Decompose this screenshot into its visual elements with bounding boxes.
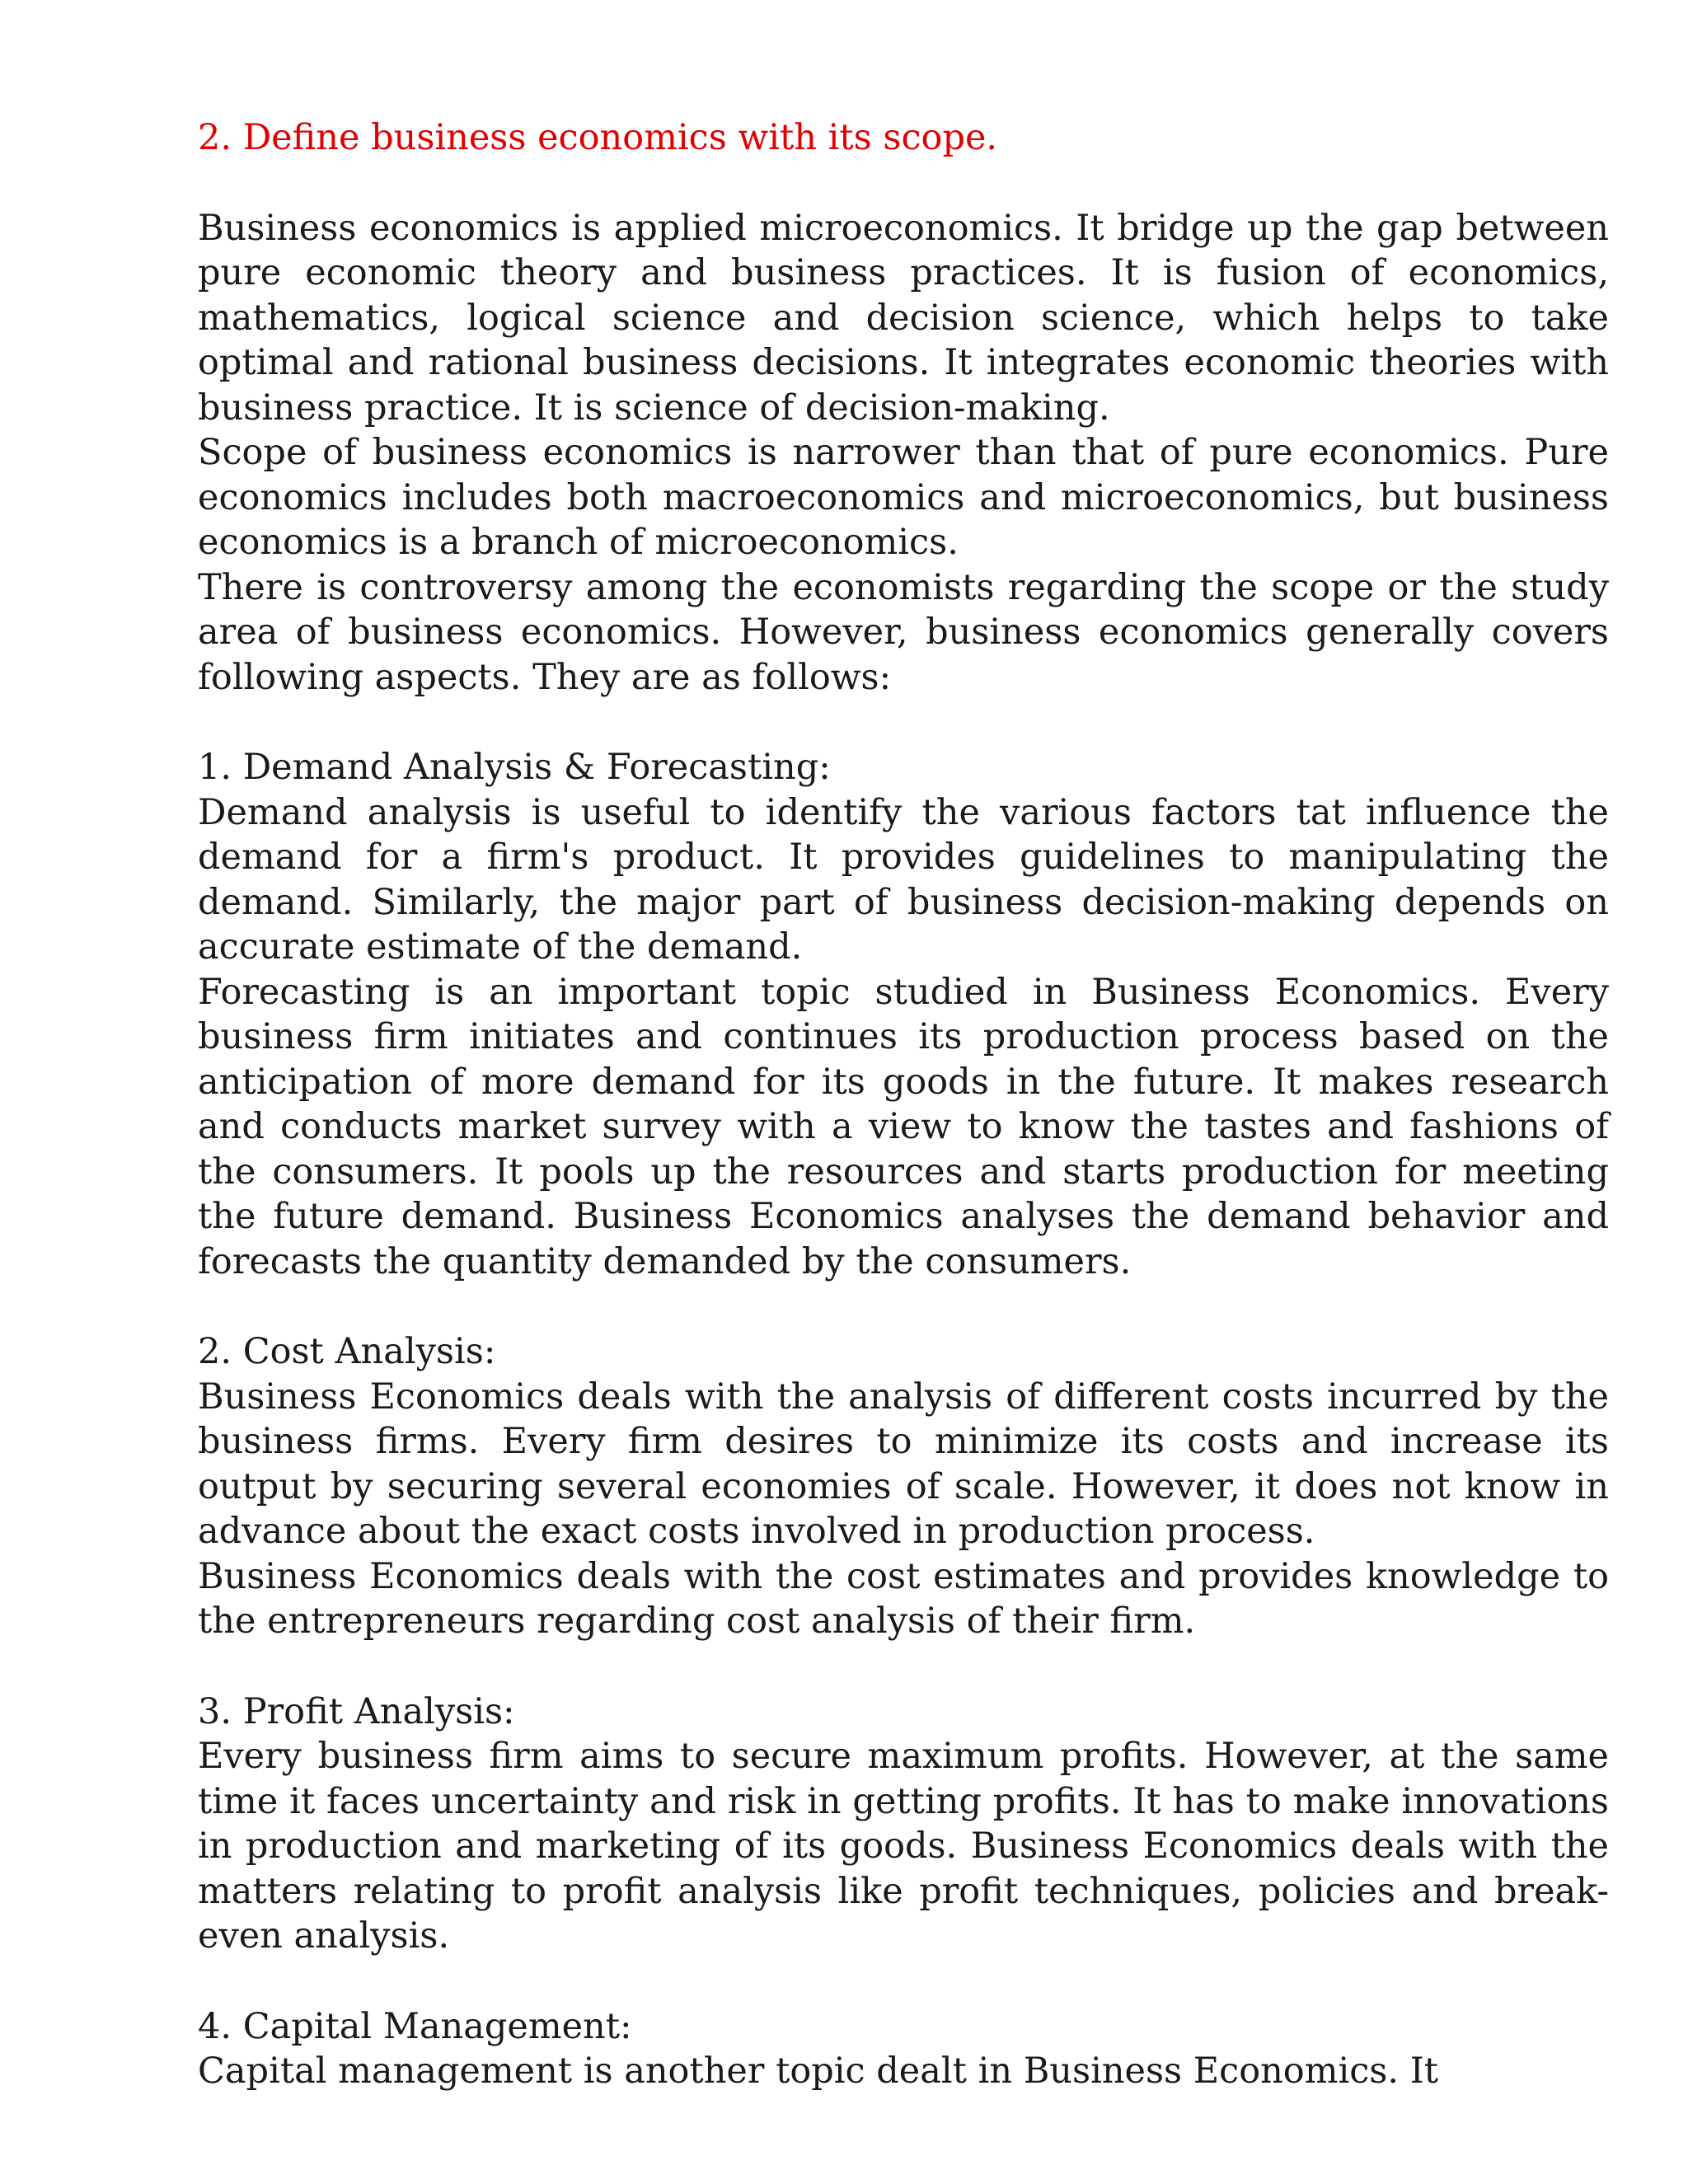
section-paragraph: Business Economics deals with the analysis of different costs incurred by the business firms. Every firm desires to minimize its costs and increase its output by securing several economies of scale. However, it does not know in advance about the exact costs involved in production process.: [198, 1376, 1609, 1552]
section-paragraph: Business Economics deals with the cost estimates and provides knowledge to the entrepreneurs regarding cost analysis of their firm.: [198, 1555, 1609, 1642]
section-title: 3. Profit Analysis:: [198, 1690, 515, 1732]
section-title: 4. Capital Management:: [198, 2005, 632, 2047]
document-page: [198, 115, 1609, 2094]
section-capital-management: [198, 2004, 1609, 2094]
section-demand-analysis: [198, 745, 1609, 1284]
intro: [198, 206, 1609, 701]
section-title: 2. Cost Analysis:: [198, 1331, 496, 1372]
section-paragraph: Forecasting is an important topic studied in Business Economics. Every business firm initiates and continues its production process based on the anticipation of more demand for its goods in the future. It makes research and conducts market survey with a view to know the tastes and fashions of the consumers. It pools up the resources and starts production for meeting the future demand. Business Economics analyses the demand behavior and forecasts the quantity demanded by the consumers.: [198, 971, 1609, 1282]
section-paragraph: Demand analysis is useful to identify the various factors tat influence the demand for a firm's product. It provides guidelines to manipulating the demand. Similarly, the major part of business decision-making depends on accurate estimate of the demand.: [198, 791, 1609, 968]
question-heading: 2. Define business economics with its scope.: [198, 117, 998, 158]
section-paragraph: Every business firm aims to secure maximum profits. However, at the same time it faces uncertainty and risk in getting profits. It has to make innovations in production and marketing of its goods. Business Economics deals with the matters relating to profit analysis like profit techniques, policies and break-even analysis.: [198, 1736, 1609, 1957]
section-paragraph: Capital management is another topic dealt in Business Economics. It: [198, 2050, 1438, 2092]
section-profit-analysis: [198, 1690, 1609, 1959]
section-title: 1. Demand Analysis & Forecasting:: [198, 747, 831, 788]
intro-paragraph: Business economics is applied microeconomics. It bridge up the gap between pure economic theory and business practices. It is fusion of economics, mathematics, logical science and decision science, which helps to take optimal and rational business decisions. It integrates economic theories with business practice. It is science of decision-making.: [198, 207, 1609, 429]
section-cost-analysis: [198, 1329, 1609, 1644]
intro-paragraph: There is controversy among the economists regarding the scope or the study area of business economics. However, business economics generally covers following aspects. They are as follows:: [198, 566, 1609, 698]
intro-paragraph: Scope of business economics is narrower than that of pure economics. Pure economics includes both macroeconomics and microeconomics, but business economics is a branch of microeconomics.: [198, 432, 1609, 563]
